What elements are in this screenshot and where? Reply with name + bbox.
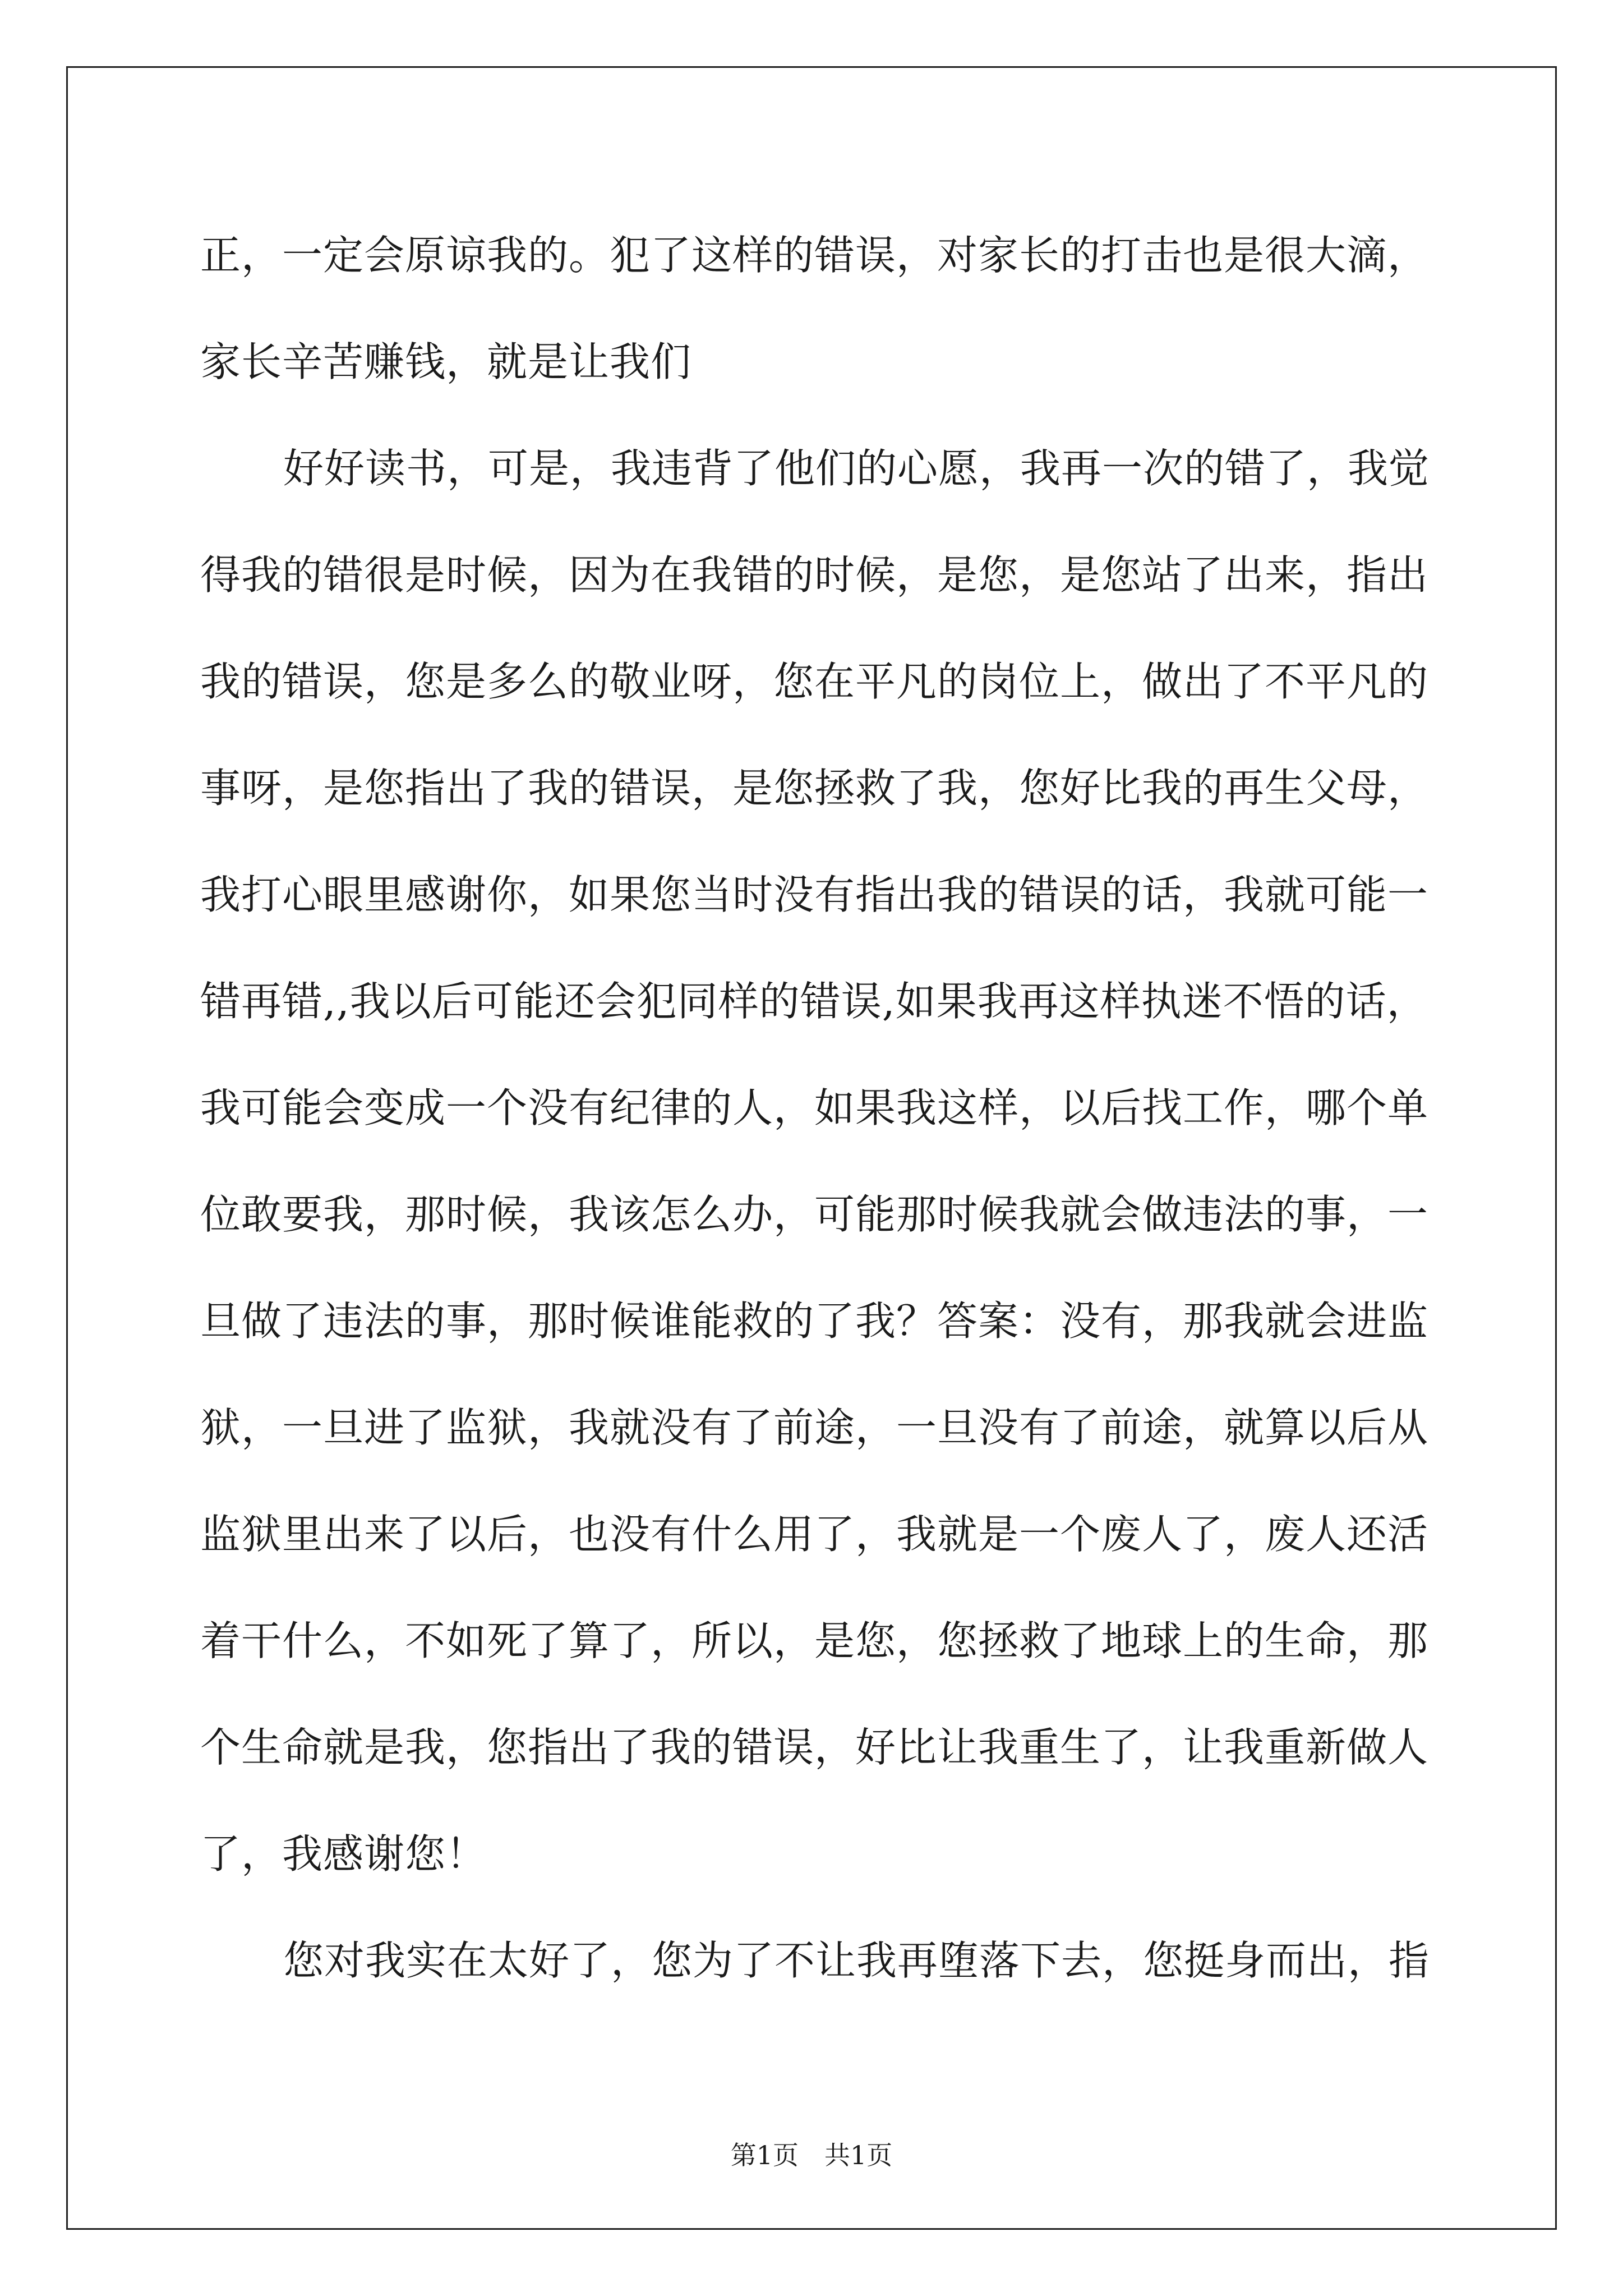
document-body xyxy=(200,202,1430,2014)
text-line-6: 事呀，是您指出了我的错误，是您拯救了我，您好比我的再生父母， xyxy=(200,765,1429,812)
text-line-2: 家长辛苦赚钱，就是让我们 xyxy=(200,338,692,385)
text-line-14: 着干什么，不如死了算了，所以，是您，您拯救了地球上的生命，那 xyxy=(200,1617,1429,1664)
text-line-13: 监狱里出来了以后，也没有什么用了，我就是一个废人了，废人还活 xyxy=(200,1511,1429,1558)
text-line-5: 我的错误，您是多么的敬业呀，您在平凡的岗位上，做出了不平凡的 xyxy=(200,658,1429,705)
text-line-10: 位敢要我，那时候，我该怎么办，可能那时候我就会做违法的事，一 xyxy=(200,1191,1429,1238)
text-line-12: 狱，一旦进了监狱，我就没有了前途，一旦没有了前途，就算以后从 xyxy=(200,1404,1429,1451)
text-line-1: 正，一定会原谅我的。犯了这样的错误，对家长的打击也是很大滴， xyxy=(200,232,1429,279)
text-line-3: 好好读书，可是，我违背了他们的心愿，我再一次的错了，我觉 xyxy=(283,445,1430,492)
text-line-9: 我可能会变成一个没有纪律的人，如果我这样，以后找工作，哪个单 xyxy=(200,1084,1429,1131)
text-line-17: 您对我实在太好了，您为了不让我再堕落下去，您挺身而出，指 xyxy=(283,1937,1430,1984)
text-line-11: 旦做了违法的事，那时候谁能救的了我？答案：没有，那我就会进监 xyxy=(200,1297,1429,1345)
text-line-7: 我打心眼里感谢你，如果您当时没有指出我的错误的话，我就可能一 xyxy=(200,871,1429,918)
text-line-4: 得我的错很是时候，因为在我错的时候，是您，是您站了出来，指出 xyxy=(200,551,1429,599)
text-line-8: 错再错,,我以后可能还会犯同样的错误,如果我再这样执迷不悟的话， xyxy=(200,978,1428,1025)
page-number-footer: 第1页 共1页 xyxy=(730,2140,893,2170)
text-line-16: 了，我感谢您！ xyxy=(200,1830,487,1878)
text-line-15: 个生命就是我，您指出了我的错误，好比让我重生了，让我重新做人 xyxy=(200,1724,1429,1771)
